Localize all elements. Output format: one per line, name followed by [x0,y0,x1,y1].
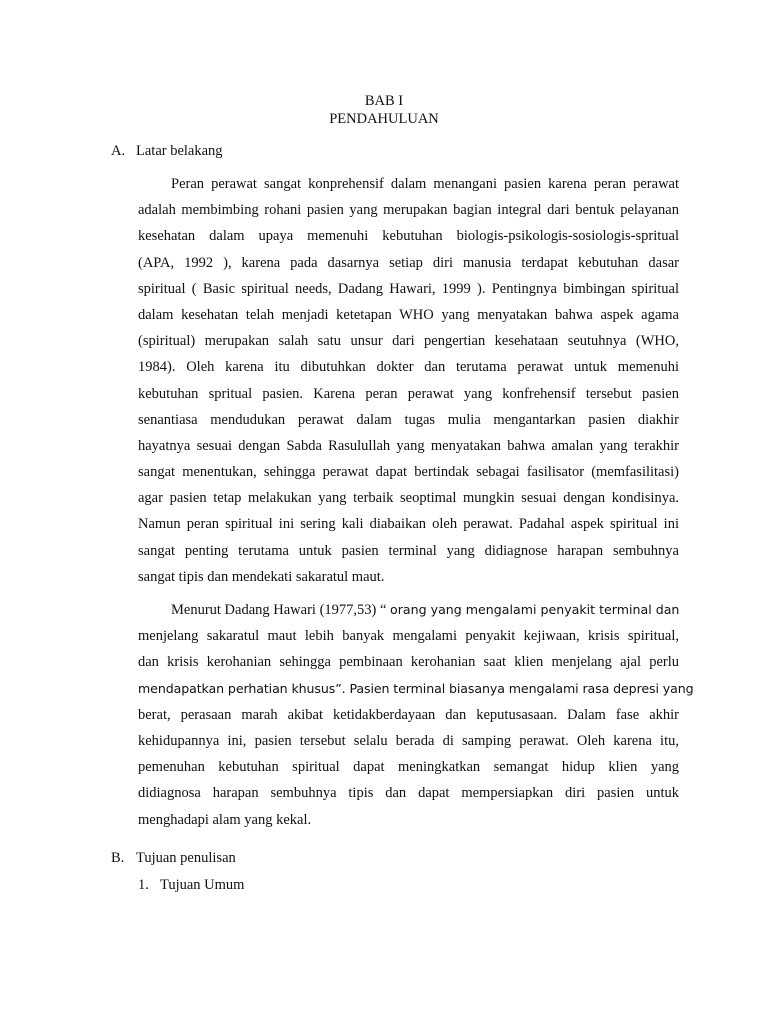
paragraph-line: didiagnosa harapan sembuhnya tipis dan dapat mempersiapkan diri pasien untuk [138,785,679,802]
subsection-title: Tujuan Umum [160,877,245,893]
section-title: Tujuan penulisan [136,850,236,866]
quote-text: orang yang mengalami penyakit terminal dan [390,602,680,617]
paragraph-dadang-hawari [138,597,694,833]
paragraph-line: adalah membimbing rohani pasien yang merupakan bagian integral dari bentuk pelayanan [138,202,679,219]
section-title: Latar belakang [136,143,223,159]
paragraph-line: (spiritual) merupakan salah satu unsur dari pengertian kesehataan seutuhnya (WHO, [138,333,679,350]
paragraph-line: kebutuhan spritual pasien. Karena peran perawat yang konfrehensif tersebut pasien [138,385,679,402]
paragraph-line: pemenuhan kebutuhan spiritual dapat meningkatkan semangat hidup klien yang [138,759,679,776]
section-letter: A. [111,143,126,159]
paragraph-line: sangat penting terutama untuk pasien terminal yang didiagnose harapan sembuhnya [138,542,679,559]
section-heading-latar-belakang [111,143,223,160]
quote-intro: Menurut Dadang Hawari (1977,53) “ [171,602,391,618]
chapter-title: PENDAHULUAN [329,111,439,127]
subsection-heading-tujuan-umum [138,877,244,894]
section-heading-tujuan-penulisan [111,850,236,867]
paragraph-line: sangat menentukan, sehingga perawat dapat bertindak sebagai fasilisator (memfasilitasi) [138,464,679,481]
section-letter: B. [111,850,125,866]
paragraph-line: spiritual ( Basic spiritual needs, Dadang Hawari, 1999 ). Pentingnya bimbingan spiritual [138,280,679,297]
paragraph-line: (APA, 1992 ), karena pada dasarnya setiap diri manusia terdapat kebutuhan dasar [138,254,679,271]
paragraph-peran-perawat [138,171,679,590]
paragraph-line: senantiasa mendudukan perawat dalam tugas mulia mengantarkan pasien diakhir [138,411,679,428]
paragraph-line-mixed [138,597,679,623]
paragraph-line: dalam kesehatan telah menjadi ketetapan WHO yang menyatakan bahwa aspek agama [138,306,679,323]
paragraph-line: 1984). Oleh karena itu dibutuhkan dokter dan terutama perawat untuk memenuhi [138,359,679,376]
paragraph-line: berat, perasaan marah akibat ketidakberdayaan dan keputusasaan. Dalam fase akhir [138,706,679,723]
paragraph-line: agar pasien tetap melakukan yang terbaik seoptimal mungkin sesuai dengan kondisinya. [138,490,679,507]
paragraph-line: Namun peran spiritual ini sering kali diabaikan oleh perawat. Padahal aspek spiritual ini [138,516,679,533]
paragraph-line: dan krisis kerohanian sehingga pembinaan kerohanian saat klien menjelang ajal perlu [138,654,679,671]
paragraph-line: mendapatkan perhatian khusus”. Pasien terminal biasanya mengalami rasa depresi yang [138,680,694,696]
paragraph-line: kehidupannya ini, pasien tersebut selalu berada di samping perawat. Oleh karena itu, [138,732,679,749]
paragraph-line: kesehatan dalam upaya memenuhi kebutuhan biologis-psikologis-sosiologis-spritual [138,228,679,245]
paragraph-line: hayatnya sesuai dengan Sabda Rasulullah yang menyatakan bahwa amalan yang terakhir [138,437,679,454]
paragraph-line: sangat tipis dan mendekati sakaratul maut. [138,568,385,585]
paragraph-line: menghadapi alam yang kekal. [138,811,312,828]
paragraph-line: menjelang sakaratul maut lebih banyak mengalami penyakit kejiwaan, krisis spiritual, [138,628,679,645]
chapter-number: BAB I [364,93,404,109]
subsection-number: 1. [138,877,149,893]
paragraph-line: Peran perawat sangat konprehensif dalam menangani pasien karena peran perawat [171,176,679,192]
